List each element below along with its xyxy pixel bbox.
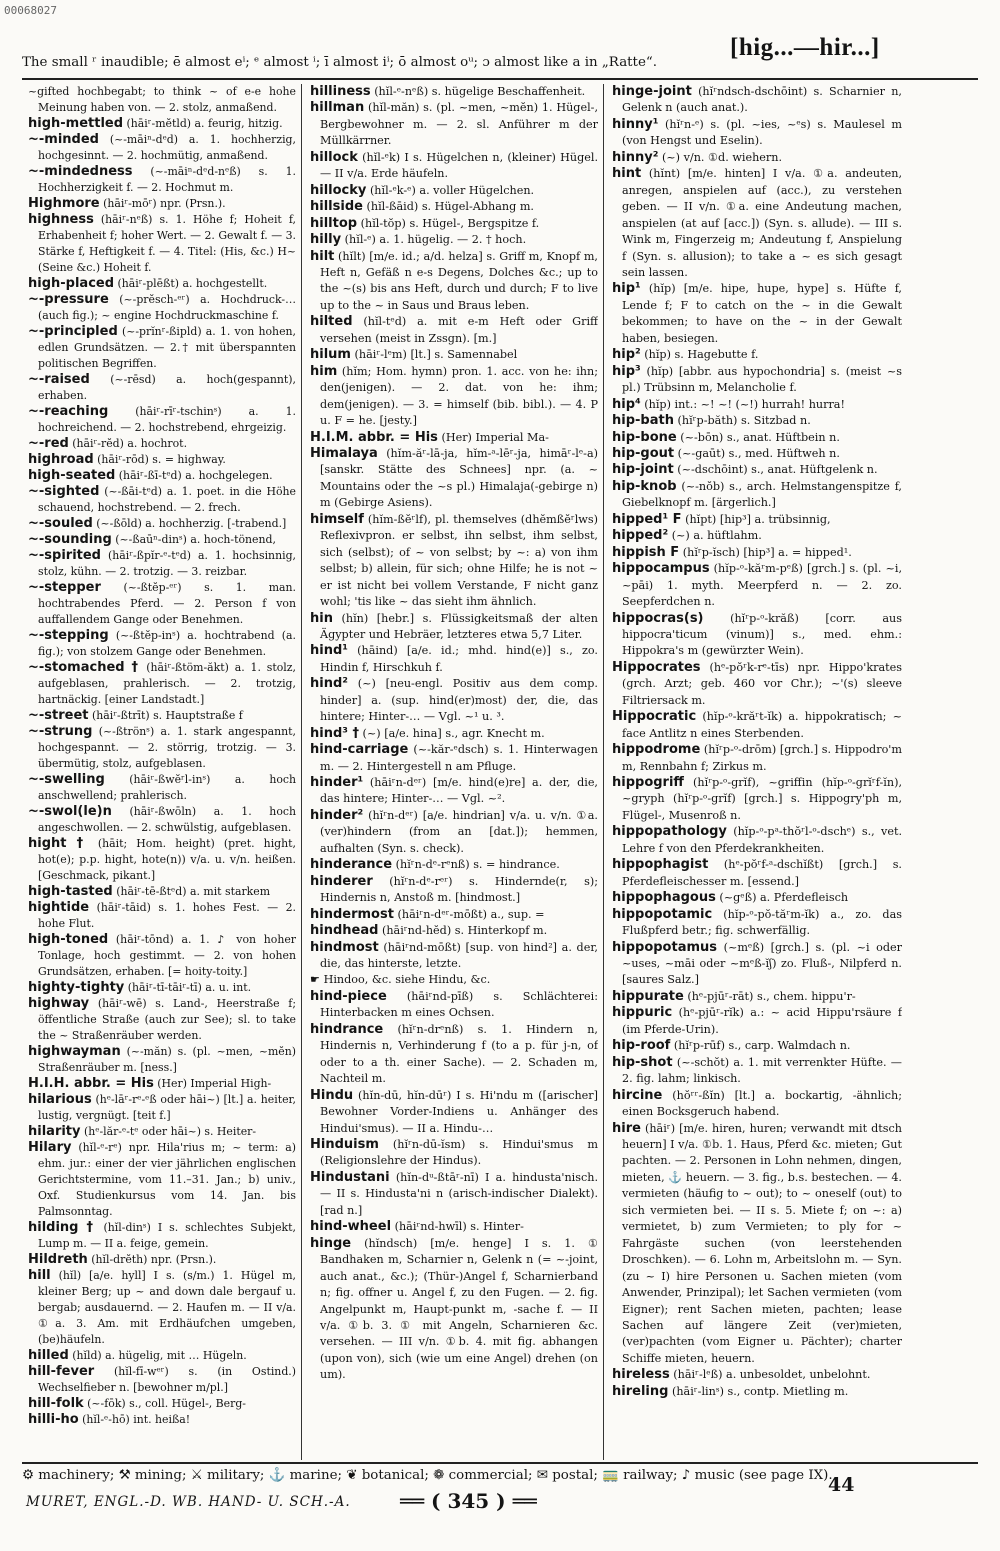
headword: hippogriff (612, 775, 684, 791)
headword: ~-stepper (28, 580, 101, 595)
dictionary-entry: hilltop (hĭl-tŏp) s. Hügel-, Bergspitze f. (310, 215, 540, 231)
headword: hire (612, 1120, 641, 1136)
headword: hint (612, 166, 642, 182)
dictionary-entry: hind-piece (hāiʳnd-pīß) s. Schlächterei: Hinterbacken m eines Ochsen. (310, 988, 598, 1020)
headword: ~-raised (28, 372, 90, 387)
headword: hilled (28, 1348, 69, 1363)
headword: hilarity (28, 1124, 81, 1139)
dictionary-entry: hircine (hŏʳʳ-ßĭn) [lt.] a. bockartig, -ähnlich; einen Bocksgeruch habend. (612, 1087, 902, 1119)
headword: hindhead (310, 923, 379, 939)
dictionary-entry: Hippocratic (hĭp-ᵒ-krăʳt-ĭk) a. hippokratisch; ~ face Antlitz n eines Sterbenden. (612, 709, 902, 740)
headword: Hindu (310, 1087, 354, 1103)
headword: ~-minded (28, 132, 99, 147)
headword: hippopotamus (612, 939, 718, 955)
dictionary-entry: Hippocrates (hᵉ-pŏʳk-rᵉ-tīs) npr. Hippo'krates (grch. Arzt; geb. 460 vor Chr.); ~'(s) sleeve Filtriersack m. (612, 659, 902, 707)
dictionary-entry: hind² (~) [neu-engl. Positiv aus dem comp. hinder] a. (sup. hind(er)most) der, die, das hintere; Hinter-… — Vgl. ~¹ u. ³. (310, 676, 598, 724)
headword: hightide (28, 900, 90, 915)
dictionary-entry: hireling (hāiʳ-linˢ) s., contp. Mietling m. (612, 1383, 849, 1399)
headword: H.I.M. abbr. = His (310, 429, 438, 445)
headword: hippurate (612, 988, 684, 1004)
headword: ~-mindedness (28, 164, 133, 179)
headword: hinder¹ (310, 775, 364, 791)
dictionary-entry: hippocampus (hĭp-ᵒ-kăʳm-pᵉß) [grch.] s. (pl. ~i, ~pāi) 1. myth. Meerpferd n. — 2. zo. Seepferdchen n. (612, 561, 902, 609)
dictionary-column-3 (612, 84, 902, 1460)
dictionary-entry: ~-stepping (~-ßtĕp-inˢ) a. hochtrabend (a. fig.); von stolzem Gange oder Benehmen. (28, 628, 296, 658)
dictionary-entry: ~-pressure (~-prĕsch-ᵉʳ) a. Hochdruck-… (auch fig.); ~ engine Hochdruckmaschine f. (28, 292, 296, 322)
headword: hill-fever (28, 1364, 95, 1379)
dictionary-entry: high-seated (hāiʳ-ßī-tᵉd) a. hochgelegen. (28, 468, 273, 483)
dictionary-entry: hippocras(s) (hĭʳp-ᵒ-krăß) [corr. aus hippocra'ticum (vinum)] s., med. ehm.: Hippokra's m (gewürzter Wein). (612, 610, 902, 658)
dictionary-entry: hilding † (hĭl-dinˢ) I s. schlechtes Subjekt, Lump m. — II a. feige, gemein. (28, 1220, 296, 1250)
headword: ~-souled (28, 516, 93, 531)
headword: hilli-ho (28, 1412, 79, 1427)
dictionary-entry: him (hĭm; Hom. hymn) pron. 1. acc. von he: ihn; den(jenigen). — 2. dat. von he: ihm; dem(jenigen). — 3. = himself (bib. bibl.). — 4. P u. F = he. [jesty.] (310, 363, 598, 428)
headword: ~-strung (28, 724, 93, 739)
dictionary-entry: hindmost (hāiʳnd-mōßt) [sup. von hind²] a. der, die, das hinterste, letzte. (310, 939, 598, 971)
dictionary-entry: hind³ † (~) [a/e. hina] s., agr. Knecht m. (310, 725, 545, 741)
dictionary-entry: hinder¹ (hāiʳn-dᵉʳ) [m/e. hind(e)re] a. der, die, das hintere; Hinter-… — Vgl. ~². (310, 775, 598, 806)
dictionary-entry: hightide (hāiʳ-tāid) s. 1. hohes Fest. — 2. hohe Flut. (28, 900, 296, 930)
headword: high-mettled (28, 116, 124, 131)
headword: hind² (310, 676, 348, 692)
headword: hinge (310, 1235, 352, 1251)
dictionary-entry: hinge-joint (hĭʳndsch-dschōint) s. Scharnier n, Gelenk n (auch anat.). (612, 84, 902, 115)
dictionary-entry: hippophagist (hᵉ-pŏʳf-ᵃ-dschĭßt) [grch.] s. Pferdefleischesser m. [essend.] (612, 857, 902, 888)
dictionary-entry: hip-joint (~-dschōint) s., anat. Hüftgelenk n. (612, 462, 878, 478)
headword: hippopathology (612, 824, 727, 840)
headword: hindermost (310, 906, 394, 922)
headword: ~-pressure (28, 292, 109, 307)
dictionary-entry: hilarious (hᵉ-lāʳ-rᵉ-ᵉß oder hāi~) [lt.] a. heiter, lustig, vergnügt. [teit f.] (28, 1092, 296, 1122)
headword: hippish F (612, 544, 680, 560)
dictionary-entry: hipped¹ F (hĭpt) [hip³] a. trübsinnig, (612, 511, 831, 527)
dictionary-entry: ~-street (hāiʳ-ßtrīt) s. Hauptstraße f (28, 708, 243, 723)
dictionary-entry: ~-minded (~-māiⁿ-dᵉd) a. 1. hochherzig, hochgesinnt. — 2. hochmütig, anmaßend. (28, 132, 296, 162)
dictionary-entry: Highmore (hāiʳ-mōʳ) npr. (Prsn.). (28, 196, 226, 211)
headword: hilarious (28, 1092, 92, 1107)
headword: hight † (28, 836, 89, 851)
headword: hindmost (310, 939, 379, 955)
dictionary-entry: ~-raised (~-rēsd) a. hoch(gespannt), erhaben. (28, 372, 296, 402)
dictionary-entry: hilliness (hĭl-ᵉ-nᵉß) s. hügelige Beschaffenheit. (310, 84, 586, 99)
headword: hircine (612, 1087, 663, 1103)
dictionary-entry: highroad (hāiʳ-rōd) s. = highway. (28, 452, 226, 467)
dictionary-entry: high-placed (hāiʳ-plēßt) a. hochgestellt. (28, 276, 268, 291)
headword: hip-roof (612, 1038, 671, 1054)
dictionary-entry: hinderer (hĭʳn-dᵉ-rᵉʳ) s. Hindernde(r, s); Hindernis n, Anstoß m. [hindmost.] (310, 873, 598, 905)
headword: himself (310, 511, 364, 527)
dictionary-entry: H.I.H. abbr. = His (Her) Imperial High- (28, 1076, 272, 1091)
headword: hinny² (612, 149, 659, 165)
dictionary-entry: ~-stepper (~-ßtĕp-ᵉʳ) s. 1. man. hochtrabendes Pferd. — 2. Person f von auffallendem Gange oder Benehmen. (28, 580, 296, 626)
dictionary-entry: high-tasted (hāiʳ-tē-ßtᵉd) a. mit starkem (28, 884, 271, 899)
headword: ~-street (28, 708, 89, 723)
headword: Hinduism (310, 1137, 379, 1152)
column-separator (301, 84, 302, 1460)
dictionary-entry: Hindustani (hĭn-dᵘ-ßtāʳ-nī) I a. hindusta'nisch. — II s. Hindusta'ni n (arisch-indischer Dialekt). [rad n.] (310, 1169, 598, 1217)
headword: hilltop (310, 215, 358, 231)
dictionary-entry: ~-stomached † (hāiʳ-ßtöm-ăkt) a. 1. stolz, aufgeblasen, prahlerisch. — 2. trotzig, hartnäckig. [einer Landstadt.] (28, 660, 296, 706)
dictionary-entry: hill (hĭl) [a/e. hyll] I s. (s/m.) 1. Hügel m, kleiner Berg; up ~ and down dale bergauf u. bergab; ausdauernd. — 2. Haufen m. — II v/a. ①a. 3. Am. mit Erdhäufchen umgeben, (be)häufeln. (28, 1268, 296, 1346)
dictionary-entry: ~-mindedness (~-māiⁿ-dᵉd-nᵉß) s. 1. Hochherzigkeit f. — 2. Hochmut m. (28, 164, 296, 194)
headword: hillock (310, 149, 358, 165)
headword: hind-wheel (310, 1219, 392, 1235)
headword: hireless (612, 1367, 670, 1383)
headword: hip-bone (612, 429, 677, 445)
footer-rule (22, 1462, 978, 1464)
headword: ~-sighted (28, 484, 100, 499)
dictionary-entry: Hindu (hĭn-dū, hĭn-dūʳ) I s. Hi'ndu m ([arischer] Bewohner Vorder-Indiens u. Anhänger des Hindui'smus). — II a. Hindu-… (310, 1087, 598, 1135)
dictionary-entry: hipped² (~) a. hüftlahm. (612, 528, 762, 544)
dictionary-entry: hippophagous (~gᵉß) a. Pferdefleisch (612, 890, 849, 906)
dictionary-entry: hinge (hĭndsch) [m/e. henge] I s. 1. ① Bandhaken m, Scharnier n, Gelenk n (= ~-joint, auch anat., &c.); (Thür-)Angel f, Scharnierband n; fig. offner u. Angel f, zu den Fugen. — 2. fig. Angelpunkt m, Haupt-punkt m, -sache f. — II v/a. ①b. 3. ① mit Angeln, Scharnieren &c. versehen. — III v/n. ①b. 4. mit fig. abhangen (upon von), sich (wie um eine Angel) drehen (on um). (310, 1235, 598, 1382)
headword: hip-shot (612, 1054, 673, 1070)
dictionary-entry: high-mettled (hāiʳ-mĕtld) a. feurig, hitzig. (28, 116, 283, 131)
dictionary-entry: hindermost (hāiʳn-dᵉʳ-mōßt) a., sup. = (310, 906, 545, 922)
dictionary-entry: hilt (hĭlt) [m/e. id.; a/d. helza] s. Griff m, Knopf m, Heft n, Gefäß n e-s Degens, Dolches &c.; up to the ~(s) bis ans Heft, durch und durch; F to live up to the ~ in Saus und Braus leben. (310, 248, 598, 312)
dictionary-entry: highwayman (~-măn) s. (pl. ~men, ~mĕn) Straßenräuber m. [ness.] (28, 1044, 296, 1074)
headword: hip² (612, 347, 641, 363)
headword: hipped¹ F (612, 511, 682, 527)
symbol-legend: ⚙ machinery; ⚒ mining; ⚔ military; ⚓ marine; ❦ botanical; ❁ commercial; ✉ postal; 🚃 railway; ♪ music (see page IX). (22, 1468, 833, 1483)
headword: hind-carriage (310, 742, 409, 758)
page-number: ══ ( 345 ) ══ (400, 1489, 537, 1513)
headword: Himalaya (310, 445, 378, 461)
dictionary-column-1 (28, 84, 296, 1460)
headword: hip-bath (612, 413, 674, 429)
headword: hilted (310, 314, 353, 330)
dictionary-entry: hilum (hāiʳ-lᵉm) [lt.] s. Samennabel (310, 347, 518, 363)
headword: highroad (28, 452, 94, 467)
headword: hinder² (310, 807, 364, 823)
headword: hill-folk (28, 1396, 84, 1411)
headword: hippuric (612, 1005, 673, 1021)
headword: ~-reaching (28, 404, 109, 419)
headword: hip³ (612, 363, 641, 379)
headword: hind-piece (310, 988, 387, 1004)
dictionary-entry: hilli-ho (hĭl-ᵉ-hō) int. heißa! (28, 1412, 191, 1427)
dictionary-entry: hip-bone (~-bōn) s., anat. Hüftbein n. (612, 429, 840, 445)
headword: highty-tighty (28, 980, 125, 995)
headword: hind¹ (310, 643, 348, 659)
dictionary-entry: ~-sighted (~-ßāi-tᵉd) a. 1. poet. in die Höhe schauend, hochstrebend. — 2. frech. (28, 484, 296, 514)
dictionary-entry: hippodrome (hĭʳp-ᵒ-drōm) [grch.] s. Hippodro'm m, Rennbahn f; Zirkus m. (612, 742, 902, 773)
headword: hip⁴ (612, 396, 641, 412)
headword: hill (28, 1268, 51, 1283)
dictionary-entry: hint (hĭnt) [m/e. hinten] I v/a. ①a. andeuten, anregen, anspielen auf (acc.), zu verstehen geben. — II v/n. ①a. eine Andeutung machen, anspielen (at auf [acc.]) (Syn. s. allude). — III s. Wink m, Fingerzeig m; Andeutung f, Anspielung f (Syn. s. allusion); to take a ~ es sich gesagt sein lassen. (612, 166, 902, 279)
headword: ~-principled (28, 324, 118, 339)
headword: hin (310, 610, 333, 626)
headword: hippocampus (612, 561, 710, 577)
headword: hinderance (310, 857, 393, 873)
headword: high-seated (28, 468, 116, 483)
headword: hip-knob (612, 478, 677, 494)
column-separator (603, 84, 604, 1460)
dictionary-entry: ~-red (hāiʳ-rĕd) a. hochrot. (28, 436, 188, 451)
headword: hireling (612, 1383, 669, 1399)
dictionary-entry: Hildreth (hĭl-drĕth) npr. (Prsn.). (28, 1252, 217, 1267)
headword: hinge-joint (612, 84, 692, 99)
headword: highwayman (28, 1044, 121, 1059)
dictionary-entry: hillock (hĭl-ᵉk) I s. Hügelchen n, (kleiner) Hügel. — II v/a. Erde häufeln. (310, 149, 598, 181)
dictionary-entry: hin (hĭn) [hebr.] s. Flüssigkeitsmaß der alten Ägypter und Hebräer, letzteres etwa 5,7 Liter. (310, 610, 598, 641)
headword: ~-swelling (28, 772, 105, 787)
dictionary-entry: himself (hĭm-ßĕʳlf), pl. themselves (dhĕmßĕʳlws) Reflexivpron. er selbst, ihn selbst, ihm selbst, sich (selbst); of ~ von selbst; by ~: a) von ihm selbst; b) allein, für sich; ohne Hilfe; he is not ~ er ist nicht bei vollem Verstande, F nicht ganz wohl; 'tis like ~ das sieht ihm ähnlich. (310, 511, 598, 609)
dictionary-entry: hill-fever (hĭl-fī-wᵉʳ) s. (in Ostind.) Wechselfieber n. [bewohner m/pl.] (28, 1364, 296, 1394)
dictionary-entry: hilarity (hᵉ-lăr-ᵉ-tᵉ oder hāi~) s. Heiter- (28, 1124, 257, 1139)
dictionary-entry: hip-roof (hĭʳp-rūf) s., carp. Walmdach n. (612, 1038, 851, 1054)
headword: Hilary (28, 1140, 72, 1155)
headword: Hippocratic (612, 709, 697, 725)
dictionary-entry: highty-tighty (hāiʳ-tī-tāiʳ-tī) a. u. int. (28, 980, 252, 995)
dictionary-entry: hireless (hāiʳ-lᵉß) a. unbesoldet, unbelohnt. (612, 1367, 871, 1383)
headword: hilt (310, 248, 335, 264)
dictionary-entry: hippogriff (hĭʳp-ᵒ-grĭf), ~griffin (hĭp-ᵒ-grĭʳf-ĭn), ~gryph (hĭʳp-ᵒ-grĭf) [grch.] s. Hippogry'ph m, Flügel-, Musenroß n. (612, 775, 902, 822)
headword: H.I.H. abbr. = His (28, 1076, 154, 1091)
headword: hind³ † (310, 725, 359, 741)
headword: hip¹ (612, 281, 641, 297)
dictionary-entry: ~-swol(le)n (hāiʳ-ßwōln) a. 1. hoch angeschwollen. — 2. schwülstig, aufgeblasen. (28, 804, 296, 834)
headword: high-tasted (28, 884, 113, 899)
dictionary-entry: hippopotamus (~mᵉß) [grch.] s. (pl. ~i oder ~uses, ~māi oder ~mᵉß-ĭʃ) zo. Fluß-, Nilpferd n. [saures Salz.] (612, 939, 902, 987)
dictionary-entry: highness (hāiʳ-nᵉß) s. 1. Höhe f; Hoheit f, Erhabenheit f; hoher Wert. — 2. Gewalt f. — 3. Stärke f, Heftigkeit f. — 4. Titel: (His, &c.) H~ (Seine &c.) Hoheit f. (28, 212, 296, 274)
dictionary-entry: ~gifted hochbegabt; to think ~ of e-e hohe Meinung haben von. — 2. stolz, anmaßend. (28, 85, 296, 114)
headword: ~-stomached † (28, 660, 141, 675)
guide-words: [hig...—hir...] (730, 34, 880, 61)
headword: high-toned (28, 932, 109, 947)
dictionary-entry: ~-souled (~-ßōld) a. hochherzig. [-trabend.] (28, 516, 287, 531)
dictionary-entry: hillside (hĭl-ßāid) s. Hügel-Abhang m. (310, 199, 534, 215)
headword: Hildreth (28, 1252, 88, 1267)
dictionary-entry: hip-bath (hĭʳp-băth) s. Sitzbad n. (612, 413, 811, 429)
headword: ~-spirited (28, 548, 101, 563)
dictionary-entry: hire (hāiʳ) [m/e. hiren, huren; verwandt mit dtsch heuern] I v/a. ①b. 1. Haus, Pferd &c. mieten; Gut pachten. — 2. Personen in Lohn nehmen, dingen, mieten, ⚓ heuern. — 3. fig., b.s. bestechen. — 4. vermieten (häufig to ~ out); to ~ oneself (out) to sich vermieten bei. — II s. 5. Miete f; on ~: a) vermietet, b) zum Vermieten; to ply for ~ Fahrgäste suchen (von leerstehenden Droschken). — 6. Lohn m, Arbeitslohn m. — Syn. (zu ~ I) hire Personen u. Sachen mieten (vom Anwender, Prinzipal); let Sachen vermieten (vom Eigner); rent Sachen mieten, pachten; lease Sachen auf längere Zeit (ver)mieten, (ver)pachten (vom Eigner u. Pächter); charter Schiffe mieten, heuern. (612, 1120, 902, 1365)
dictionary-entry: hind-carriage (~-kăr-ᵉdsch) s. 1. Hinterwagen m. — 2. Hintergestell n am Pfluge. (310, 742, 598, 773)
dictionary-entry: highway (hāiʳ-wē) s. Land-, Heerstraße f; öffentliche Straße (auch zur See); sl. to take the ~ Straßenräuber werden. (28, 996, 296, 1042)
dictionary-entry: H.I.M. abbr. = His (Her) Imperial Ma- (310, 429, 549, 445)
dictionary-entry: hilly (hĭl-ᵉ) a. 1. hügelig. — 2. † hoch. (310, 232, 527, 248)
dictionary-entry: ~-sounding (~-ßaūⁿ-dinˢ) a. hoch-tönend, (28, 532, 276, 547)
headword: hip-joint (612, 462, 674, 478)
dictionary-column-2 (310, 84, 598, 1460)
dictionary-entry: hip³ (hĭp) [abbr. aus hypochondria] s. (meist ~s pl.) Trübsinn m, Melancholie f. (612, 363, 902, 395)
headword: high-placed (28, 276, 115, 291)
dictionary-entry: hinny¹ (hĭʳn-ᵉ) s. (pl. ~ies, ~ᵉs) s. Maulesel m (von Hengst und Eselin). (612, 116, 902, 148)
dictionary-entry: hippuric (hᵉ-pjūʳ-rĭk) a.: ~ acid Hippu'rsäure f (im Pferde-Urin). (612, 1005, 902, 1036)
dictionary-entry: hippurate (hᵉ-pjūʳ-rāt) s., chem. hippu'r- (612, 988, 856, 1004)
dictionary-entry: ~-spirited (hāiʳ-ßpĭr-ᵉ-tᵉd) a. 1. hochsinnig, stolz, kühn. — 2. trotzig. — 3. reizbar. (28, 548, 296, 578)
headword: hinderer (310, 873, 373, 889)
headword: hilding † (28, 1220, 97, 1235)
pronunciation-notes: The small ʳ inaudible; ē almost eⁱ; ᵉ almost ⁱ; ī almost iⁱ; ō almost oᵘ; ɔ almost like a in „Ratte“. (22, 55, 657, 70)
scan-id: 00068027 (4, 4, 57, 17)
headword: hippodrome (612, 742, 701, 758)
dictionary-entry: hip-shot (~-schŏt) a. 1. mit verrenkter Hüfte. — 2. fig. lahm; linkisch. (612, 1054, 902, 1086)
dictionary-entry: ~-principled (~-prĭnʳ-ßipld) a. 1. von hohen, edlen Grundsätzen. — 2.† mit überspannten politischen Begriffen. (28, 324, 296, 370)
dictionary-entry: hilled (hĭld) a. hügelig, mit … Hügeln. (28, 1348, 247, 1363)
dictionary-entry: hinder² (hĭʳn-dᵉʳ) [a/e. hindrian] v/a. u. v/n. ①a. (ver)hindern (from an [dat.]); hemmen, aufhalten (Syn. s. check). (310, 807, 598, 855)
dictionary-entry: ~-reaching (hāiʳ-rīʳ-tschinˢ) a. 1. hochreichend. — 2. hochstrebend, ehrgeizig. (28, 404, 296, 434)
dictionary-entry: hippopotamic (hĭp-ᵒ-pŏ-tăʳm-ĭk) a., zo. das Flußpferd betr.; fig. schwerfällig. (612, 906, 902, 938)
headword: ~-red (28, 436, 69, 451)
dictionary-entry: Himalaya (hĭm-ăʳ-lā-ja, hĭm-ᵃ-lēʳ-ja, himāʳ-lᵉ-a) [sanskr. Stätte des Schnees] npr. (a. ~ Mountains oder the ~s pl.) Himalaja(-gebirge n) m (Gebirge Asiens). (310, 445, 598, 510)
dictionary-entry: hindhead (hāiʳnd-hĕd) s. Hinterkopf m. (310, 923, 548, 939)
headword: hipped² (612, 528, 669, 544)
header-rule (22, 78, 978, 80)
headword: hillside (310, 199, 363, 215)
dictionary-entry: hind¹ (hāind) [a/e. id.; mhd. hind(e)] s., zo. Hindin f, Hirschkuh f. (310, 643, 598, 674)
dictionary-entry: hip-gout (~-gaūt) s., med. Hüftweh n. (612, 445, 840, 461)
page-number-value: ( 345 ) (431, 1489, 506, 1513)
headword: hippophagist (612, 857, 709, 873)
dictionary-entry: hippish F (hĭʳp-ĭsch) [hip³] a. = hipped¹. (612, 544, 852, 560)
headword: hilum (310, 347, 351, 363)
dictionary-entry: hill-folk (~-fōk) s., coll. Hügel-, Berg- (28, 1396, 246, 1411)
dictionary-entry: Hilary (hĭl-ᵉ-rᵉ) npr. Hila'rius m; ~ term: a) ehm. jur.: einer der vier jährlichen englischen Gerichtstermine, vom 11.–31. Jan.; b) univ., Oxf. Studienkursus vom 14. Jan. bis Palmsonntag. (28, 1140, 296, 1218)
headword: ~-sounding (28, 532, 112, 547)
dictionary-entry: hillman (hĭl-măn) s. (pl. ~men, ~mĕn) 1. Hügel-, Bergbewohner m. — 2. sl. Anführer m der Müllkärrner. (310, 100, 598, 148)
headword: hinny¹ (612, 116, 659, 132)
headword: hilliness (310, 84, 371, 99)
headword: Hindustani (310, 1169, 390, 1185)
sheet-number: 44 (828, 1474, 855, 1496)
dictionary-entry: hinny² (~) v/n. ①d. wiehern. (612, 149, 783, 165)
headword: ~-swol(le)n (28, 804, 112, 819)
dictionary-entry: hillocky (hĭl-ᵉk-ᵉ) a. voller Hügelchen. (310, 182, 535, 198)
headword: him (310, 363, 338, 379)
dictionary-entry: ~-strung (~-ßtrönˢ) a. 1. stark angespannt, hochgespannt. — 2. störrig, trotzig. — 3. übermütig, stolz, aufgeblasen. (28, 724, 296, 770)
dictionary-entry: Hinduism (hĭʳn-dū-ĭsm) s. Hindui'smus m (Religionslehre der Hindus). (310, 1137, 598, 1168)
headword: hippopotamic (612, 906, 713, 922)
headword: Highmore (28, 196, 100, 211)
headword: hillocky (310, 182, 367, 198)
dictionary-entry: hip-knob (~-nŏb) s., arch. Helmstangenspitze f, Giebelknopf m. [ärgerlich.] (612, 478, 902, 510)
dictionary-entry: hippopathology (hĭp-ᵒ-pᵃ-thŏʳl-ᵒ-dschᵉ) s., vet. Lehre f von den Pferdekrankheiten. (612, 824, 902, 855)
headword: hippocras(s) (612, 610, 704, 626)
imprint: MURET, ENGL.-D. WB. HAND- U. SCH.-A. (26, 1494, 351, 1510)
dictionary-entry: ~-swelling (hāiʳ-ßwĕʳl-inˢ) a. hoch anschwellend; prahlerisch. (28, 772, 296, 802)
headword: hillman (310, 100, 365, 116)
dictionary-entry: hip² (hĭp) s. Hagebutte f. (612, 347, 759, 363)
headword: highness (28, 212, 94, 227)
headword: hip-gout (612, 445, 675, 461)
headword: ~-stepping (28, 628, 109, 643)
dictionary-entry: high-toned (hāiʳ-tōnd) a. 1. ♪ von hoher Tonlage, hoch gestimmt. — 2. von hohen Grundsätzen, erhaben. [= hoity-toity.] (28, 932, 296, 978)
headword: hilly (310, 232, 342, 248)
headword: highway (28, 996, 90, 1011)
dictionary-entry: hilted (hĭl-tᵉd) a. mit e-m Heft oder Griff versehen (meist in Zssgn). [m.] (310, 314, 598, 345)
dictionary-entry: hind-wheel (hāiʳnd-hwīl) s. Hinter- (310, 1219, 524, 1235)
dictionary-entry: hight † (hāit; Hom. height) (pret. hight, hot(e); p.p. hight, hote(n)) v/a. u. v/n. heißen. [Geschmack, pikant.] (28, 836, 296, 882)
dictionary-entry: hinderance (hĭʳn-dᵉ-rᵉnß) s. = hindrance. (310, 857, 560, 873)
headword: Hippocrates (612, 659, 701, 675)
headword: hindrance (310, 1021, 384, 1037)
headword: hippophagous (612, 890, 716, 906)
dictionary-entry: ☛ Hindoo, &c. siehe Hindu, &c. (310, 973, 491, 987)
dictionary-entry: hindrance (hĭʳn-drᵉnß) s. 1. Hindern n, Hindernis n, Verhinderung f (to a p. für j-n, of oder to a th. einer Sache). — 2. Schaden m, Nachteil m. (310, 1021, 598, 1086)
dictionary-entry: hip¹ (hĭp) [m/e. hipe, hupe, hype] s. Hüfte f, Lende f; F to catch on the ~ in die Gewalt bekommen; to have on the ~ in der Gewalt haben, besiegen. (612, 281, 902, 345)
dictionary-entry: hip⁴ (hĭp) int.: ~! ~! (~!) hurrah! hurra! (612, 396, 845, 412)
